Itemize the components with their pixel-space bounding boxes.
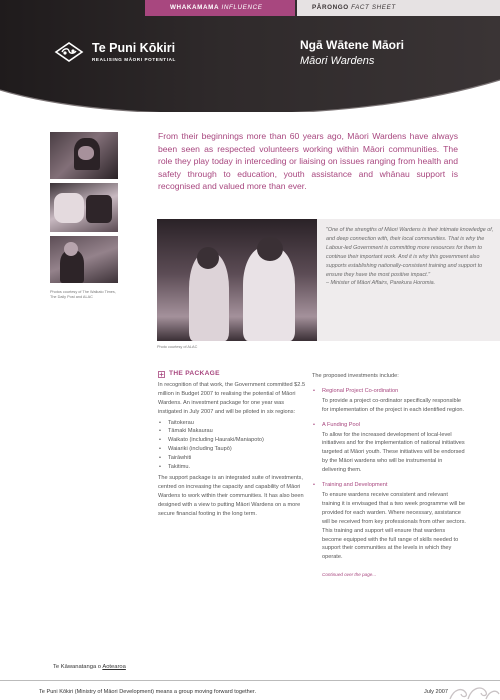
quote-text: "One of the strengths of Māori Wardens is their intimate knowledge of, and deep connection with, their local communities. That is why the Labour-led Government is committing more resources for them to continue their important work. And it is why this government also supports establishing nationally-consistent training and support to ensure they have the most positive impact." [326, 227, 494, 278]
tab-influence [145, 0, 295, 16]
package-column [158, 370, 306, 519]
photo-caption-main: Photo courtesy of ALAC [157, 345, 198, 349]
regions-list [158, 419, 306, 472]
footer-text: Te Puni Kōkiri (Ministry of Māori Development) means a group moving forward together. [39, 689, 257, 695]
region-item: • Tairāwhiti [158, 454, 306, 463]
tab-influence-label: WHAKAMAMA INFLUENCE [170, 4, 263, 11]
quote-attribution: – Minister of Māori Affairs, Parekura Horomia. [326, 280, 436, 287]
package-heading [158, 370, 306, 379]
package-heading-text: THE PACKAGE [169, 370, 220, 377]
photo-warden-cap [50, 132, 118, 179]
region-item: • Waiariki (including Taupō) [158, 445, 306, 454]
region-item: • Waikato (including Hauraki/Maniapoto) [158, 436, 306, 445]
package-para-1: In recognition of that work, the Government committed $2.5 million in Budget 2007 to realising the potential of Māori Wardens. An investment package for one year was instigated in July 2007 and will be piloted in six regions: [158, 381, 306, 415]
page-title: Ngā Wātene Māori [300, 38, 405, 52]
photo-caption-left: Photos courtesy of The Waikato Times, The Daily Post and ALAC [50, 290, 116, 299]
header-curve [0, 60, 500, 112]
continued-note: Continued over the page... [322, 572, 377, 578]
logo-tagline: REALISING MĀORI POTENTIAL [92, 57, 176, 62]
koru-pattern-icon [448, 681, 500, 700]
investment-title: • Regional Project Co-ordination [312, 387, 466, 396]
photo-wardens-night [157, 219, 317, 341]
investment-body: To ensure wardens receive consistent and relevant training it is envisaged that a two week programme will be provided for each warden. Where necessary, assistance will be received from key professionals from other sectors. This training and support will ensure that wardens become equipped with the full range of skills needed to support their communities at the levels in which they operate. [322, 491, 466, 561]
region-item: • Taitokerau [158, 419, 306, 428]
minister-quote [326, 226, 494, 288]
tab-fact-sheet-label: PĀRONGO FACT SHEET [312, 4, 396, 11]
investments-intro: The proposed investments include: [312, 373, 399, 379]
region-item: • Tāmaki Makaurau [158, 427, 306, 436]
investment-title: • Training and Development [312, 481, 466, 490]
logo-name: Te Puni Kōkiri [92, 41, 176, 55]
region-item: • Takitimu. [158, 463, 306, 472]
quote-panel [317, 219, 500, 341]
section-marker-icon [158, 371, 165, 378]
package-para-2: The support package is an integrated suite of investments, centred on increasing the capacity and capability of Māori Wardens to work within their communities. It has also been designed with a view to putting Māori Wardens on a more secure financial footing in the long term. [158, 474, 304, 517]
government-logo: Te Kāwanatanga o Aotearoa [53, 664, 126, 670]
tab-fact-sheet [297, 0, 500, 16]
page-subtitle: Māori Wardens [300, 55, 375, 67]
tpk-logo-icon [54, 42, 84, 62]
photo-warden-portrait [50, 236, 118, 283]
page-header [0, 0, 500, 112]
investment-body: To provide a project co-ordinator specifically responsible for implementation of the project in each identified region. [322, 397, 465, 413]
investment-title: • A Funding Pool [312, 421, 466, 430]
investments-column [312, 370, 466, 580]
header-tabs [145, 0, 500, 16]
photo-warden-badge [50, 183, 118, 232]
footer-date: July 2007 [424, 689, 448, 695]
page-footer [0, 681, 500, 700]
investment-body: To allow for the increased development of local-level initiatives and for the implementation of national initiatives targeted at Māori youth. These initiatives will be endorsed by the Māori wardens who will be instrumental in delivering them. [322, 431, 465, 474]
intro-paragraph: From their beginnings more than 60 years ago, Māori Wardens have always been seen as respected volunteers working within Māori communities. The role they play today in interceding or liaising on issues ranging from health and safety through to education, youth assistance and whānau support is recognised and valued more than ever. [158, 131, 458, 192]
